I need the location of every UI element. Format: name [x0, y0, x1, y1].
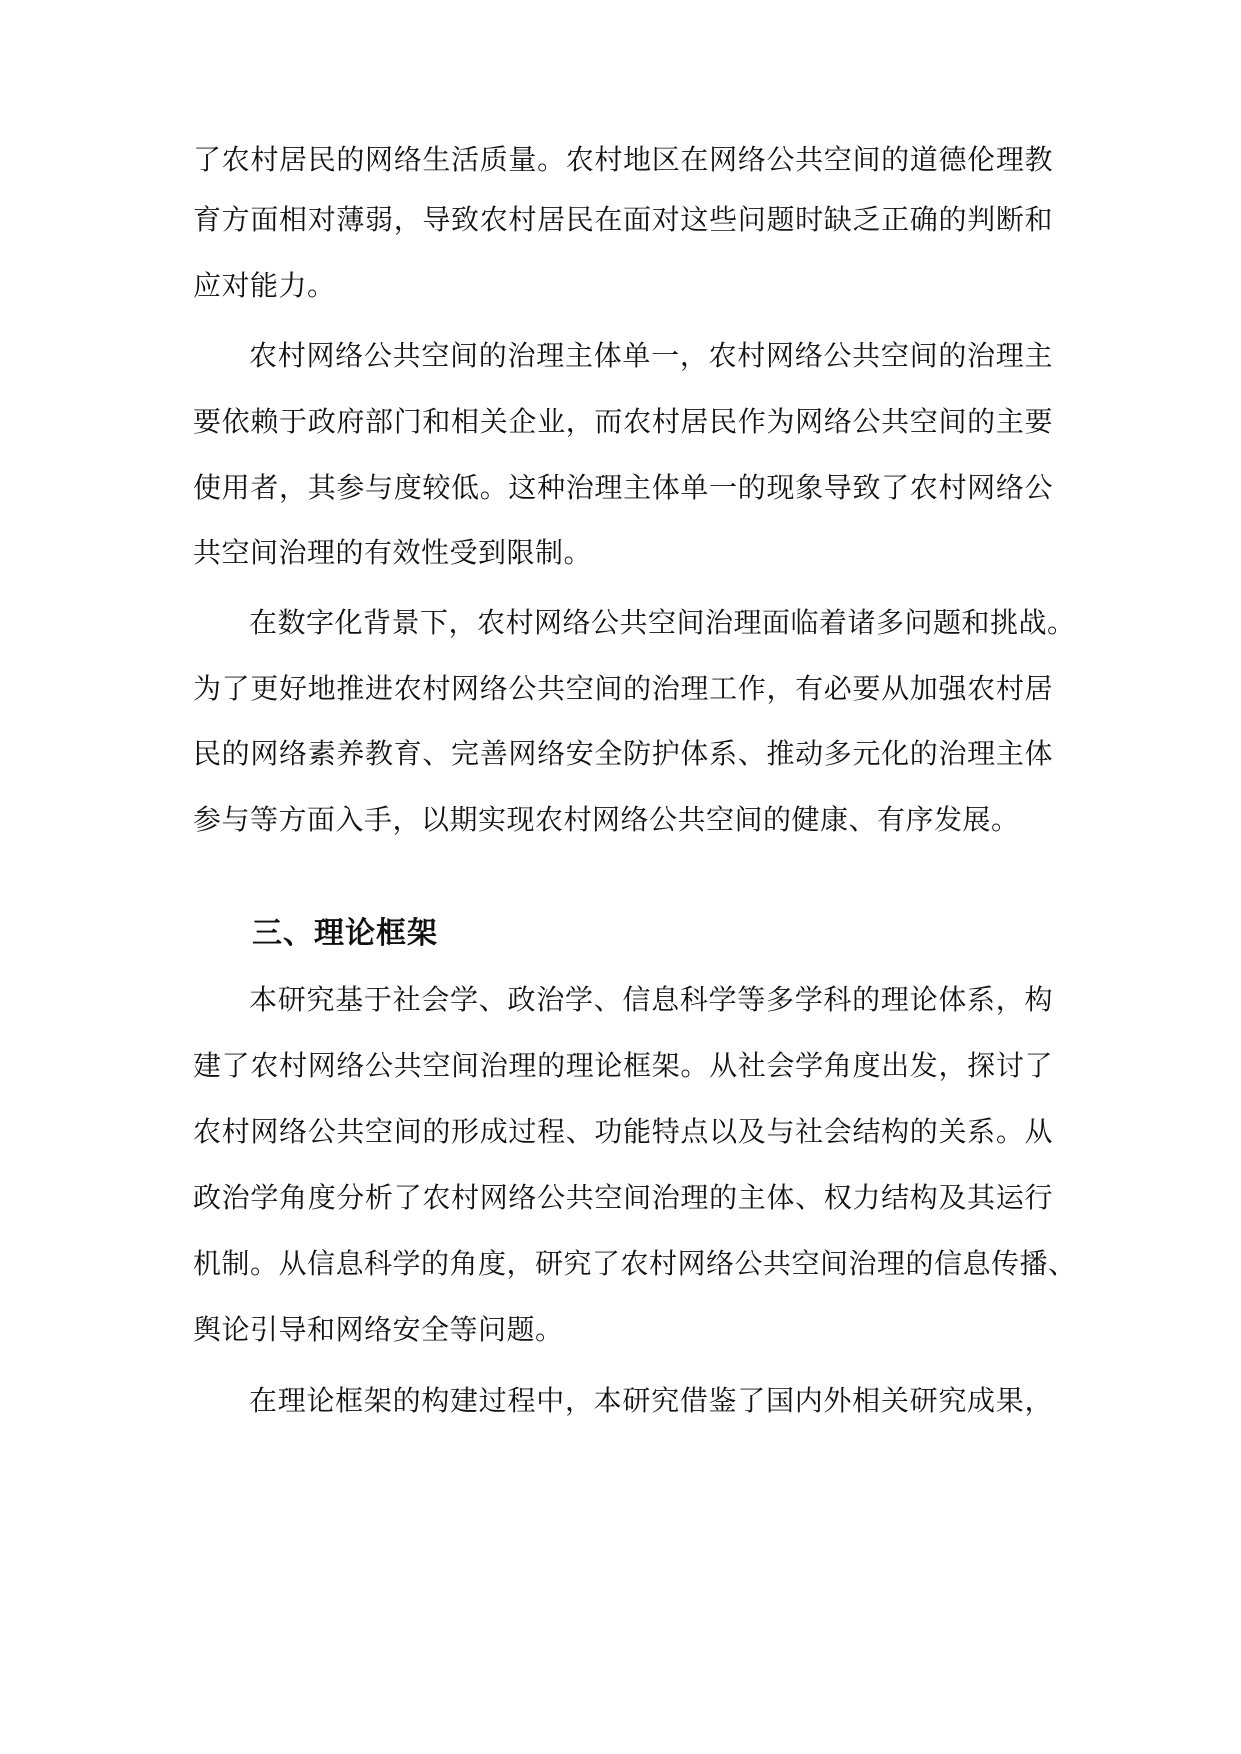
paragraph-1-line-3: 应对能力。 — [193, 269, 336, 302]
section-paragraph-1-line-5: 机制。从信息科学的角度，研究了农村网络公共空间治理的信息传播、 — [193, 1247, 1077, 1280]
paragraph-2-line-1: 农村网络公共空间的治理主体单一，农村网络公共空间的治理主 — [249, 339, 1053, 372]
paragraph-3-line-2: 为了更好地推进农村网络公共空间的治理工作，有必要从加强农村居 — [193, 672, 1053, 705]
section-paragraph-1-line-4: 政治学角度分析了农村网络公共空间治理的主体、权力结构及其运行 — [193, 1181, 1053, 1214]
paragraph-3-line-3: 民的网络素养教育、完善网络安全防护体系、推动多元化的治理主体 — [193, 737, 1053, 770]
section-paragraph-1-line-2: 建了农村网络公共空间治理的理论框架。从社会学角度出发，探讨了 — [193, 1049, 1053, 1082]
paragraph-1-line-2: 育方面相对薄弱，导致农村居民在面对这些问题时缺乏正确的判断和 — [193, 203, 1053, 236]
section-heading: 三、理论框架 — [252, 916, 438, 951]
section-paragraph-2-line-1: 在理论框架的构建过程中，本研究借鉴了国内外相关研究成果， — [249, 1384, 1053, 1417]
paragraph-2-line-3: 使用者，其参与度较低。这种治理主体单一的现象导致了农村网络公 — [193, 471, 1053, 504]
paragraph-2-line-4: 共空间治理的有效性受到限制。 — [193, 536, 593, 569]
paragraph-2-line-2: 要依赖于政府部门和相关企业，而农村居民作为网络公共空间的主要 — [193, 405, 1053, 438]
section-paragraph-1-line-1: 本研究基于社会学、政治学、信息科学等多学科的理论体系，构 — [249, 983, 1053, 1016]
paragraph-1-line-1: 了农村居民的网络生活质量。农村地区在网络公共空间的道德伦理教 — [193, 143, 1053, 176]
paragraph-3-line-1: 在数字化背景下，农村网络公共空间治理面临着诸多问题和挑战。 — [249, 606, 1076, 639]
section-paragraph-1-line-6: 舆论引导和网络安全等问题。 — [193, 1313, 564, 1346]
paragraph-3-line-4: 参与等方面入手，以期实现农村网络公共空间的健康、有序发展。 — [193, 803, 1020, 836]
section-paragraph-1-line-3: 农村网络公共空间的形成过程、功能特点以及与社会结构的关系。从 — [193, 1115, 1053, 1148]
